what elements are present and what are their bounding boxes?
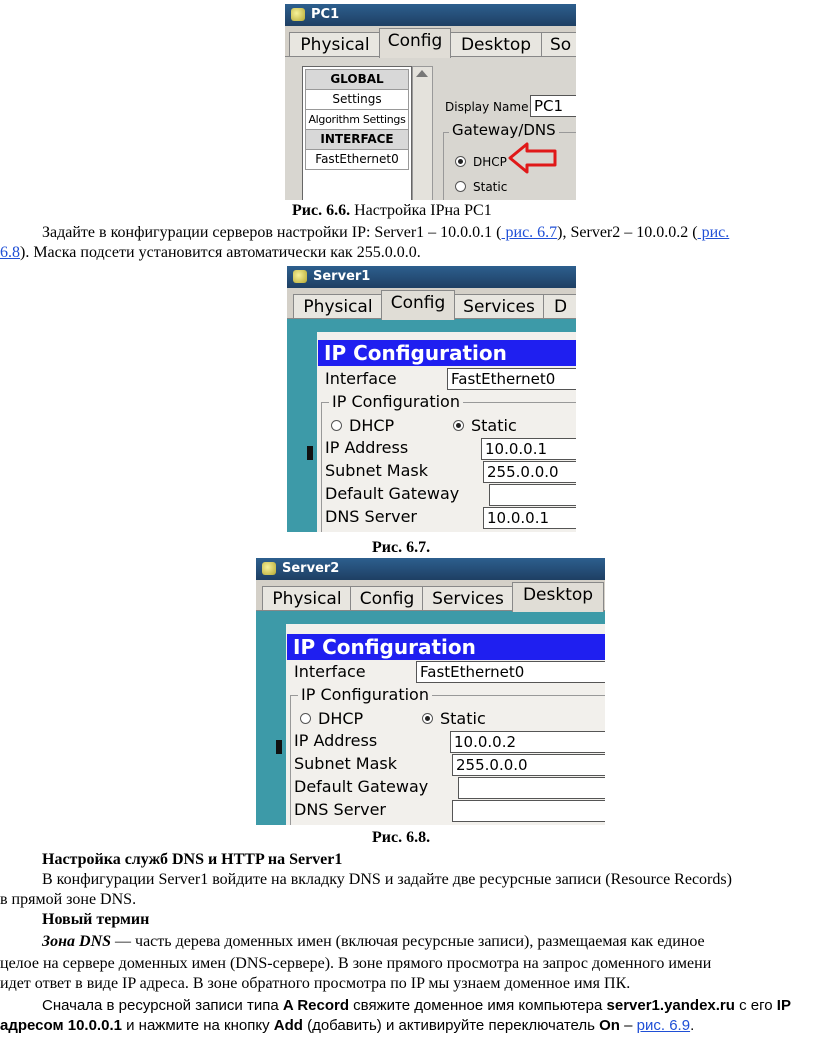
dhcp-label: DHCP [318, 709, 364, 728]
ip-config-legend: IP Configuration [298, 685, 432, 704]
para1-text-b: ), Server2 – 10.0.0.2 ( [557, 224, 698, 241]
packet-tracer-icon [291, 8, 305, 21]
ip-address-label: IP Address [294, 731, 378, 750]
dns-server-label: DNS Server [294, 800, 386, 819]
term-dns-zone: Зона DNS [42, 933, 112, 950]
instruction-line1 [42, 996, 791, 1016]
tab-physical[interactable]: Physical [262, 586, 352, 611]
display-name-label: Display Name [445, 100, 529, 114]
para1-text-c: ). Маска подсети установится автоматически как 255.0.0.0. [20, 244, 421, 261]
list-item-algorithm-settings[interactable]: Algorithm Settings [305, 109, 409, 130]
subnet-mask-input[interactable]: 255.0.0.0 [483, 461, 576, 483]
dhcp-label: DHCP [349, 416, 395, 435]
left-scroll-handle[interactable] [307, 446, 313, 460]
tab-desktop[interactable]: Desktop [449, 32, 543, 57]
tab-config[interactable]: Config [379, 28, 451, 58]
packet-tracer-icon [262, 562, 276, 575]
instr-ip: IP [776, 997, 791, 1014]
dns-server-input[interactable]: 10.0.0.1 [483, 507, 576, 529]
server1-title-bar [287, 266, 576, 288]
settings-list [302, 66, 412, 200]
dhcp-radio[interactable] [331, 420, 342, 431]
fig66-caption [292, 201, 492, 221]
packet-tracer-icon [293, 270, 307, 283]
static-radio[interactable] [422, 713, 433, 724]
dhcp-radio[interactable] [455, 156, 466, 167]
instr-text-3: с его [734, 997, 777, 1014]
static-label: Static [440, 709, 486, 728]
default-gateway-input[interactable] [458, 777, 605, 799]
server2-title-bar [256, 558, 605, 580]
section-heading: Настройка служб DNS и HTTP на Server1 [42, 851, 343, 868]
display-name-input[interactable]: PC1 [530, 95, 576, 117]
fig67-caption: Рис. 6.7. [372, 539, 431, 556]
pc1-window-title: PC1 [311, 7, 340, 22]
tab-config[interactable]: Config [381, 290, 455, 320]
interface-label: Interface [325, 369, 397, 388]
static-label: Static [471, 416, 517, 435]
fig66-caption-number: Рис. 6.6. [292, 202, 351, 219]
definition-line3: идет ответ в виде IP адреса. В зоне обратного просмотра по IP мы узнаем доменное имя ПК. [0, 975, 631, 992]
red-arrow-icon [507, 141, 559, 175]
definition-line2: целое на сервере доменных имен (DNS-сервере). В зоне прямого просмотра на запрос доменного имени [0, 955, 712, 972]
dns-server-label: DNS Server [325, 507, 417, 526]
ip-config-header: IP Configuration [318, 340, 576, 366]
pc1-window-screenshot [285, 4, 576, 200]
dhcp-label: DHCP [473, 155, 507, 169]
paragraph-server-ip-line1 [42, 223, 729, 243]
default-gateway-label: Default Gateway [294, 777, 429, 796]
gateway-dns-legend: Gateway/DNS [449, 121, 559, 139]
section-paragraph-line1: В конфигурации Server1 войдите на вкладку DNS и задайте две ресурсные записи (Resource Records) [42, 871, 732, 888]
ip-config-legend: IP Configuration [329, 392, 463, 411]
ip-address-input[interactable]: 10.0.0.1 [481, 438, 576, 460]
instr-text-1: Сначала в ресурсной записи типа [42, 997, 283, 1014]
link-fig-6-9[interactable]: рис. 6.9 [636, 1017, 691, 1034]
config-body [285, 57, 576, 200]
ip-address-input[interactable]: 10.0.0.2 [450, 731, 605, 753]
link-fig-6-8-part1[interactable]: рис. [697, 224, 730, 241]
ip-config-header: IP Configuration [287, 634, 605, 660]
instr-dash: – [619, 1017, 637, 1034]
tab-config[interactable]: Config [350, 586, 424, 611]
definition-text-1: — часть дерева доменных имен (включая ресурсные записи), размещаемая как единое [111, 933, 705, 950]
default-gateway-label: Default Gateway [325, 484, 460, 503]
dhcp-radio[interactable] [300, 713, 311, 724]
tab-software[interactable]: So [541, 32, 576, 57]
list-scrollbar[interactable] [412, 66, 433, 200]
scroll-up-icon[interactable] [416, 70, 428, 77]
link-fig-6-7[interactable]: рис. 6.7 [501, 224, 558, 241]
subnet-mask-label: Subnet Mask [325, 461, 429, 480]
tab-desktop[interactable]: Desktop [512, 582, 604, 612]
static-label: Static [473, 180, 508, 194]
subnet-mask-input[interactable]: 255.0.0.0 [452, 754, 605, 776]
instr-period: . [690, 1017, 695, 1034]
section-paragraph-line2: в прямой зоне DNS. [0, 891, 137, 908]
paragraph-server-ip-line2 [0, 243, 421, 263]
instr-text-2: свяжите доменное имя компьютера [349, 997, 607, 1014]
interface-label: Interface [294, 662, 366, 681]
static-radio[interactable] [455, 181, 466, 192]
static-radio[interactable] [453, 420, 464, 431]
fig68-caption: Рис. 6.8. [372, 829, 431, 846]
instr-text-4: и нажмите на кнопку [121, 1017, 274, 1034]
list-item-fastethernet0[interactable]: FastEthernet0 [305, 149, 409, 170]
server1-window-title: Server1 [313, 269, 371, 284]
instr-text-5: (добавить) и активируйте переключатель [302, 1017, 600, 1034]
tab-services[interactable]: Services [422, 586, 514, 611]
instr-domain: server1.yandex.ru [606, 997, 735, 1014]
instr-add: Add [273, 1017, 303, 1034]
definition-line1 [42, 932, 705, 952]
left-scroll-handle[interactable] [276, 740, 282, 754]
interface-select[interactable]: FastEthernet0 [416, 661, 605, 683]
tab-services[interactable]: Services [453, 294, 545, 319]
server1-window-screenshot [287, 266, 576, 532]
tab-desktop[interactable]: D [543, 294, 576, 319]
list-item-global[interactable]: GLOBAL [305, 69, 409, 90]
para1-text-a: Задайте в конфигурации серверов настройки IP: Server1 – 10.0.0.1 ( [42, 224, 502, 241]
server2-window-screenshot [256, 558, 605, 825]
interface-select[interactable]: FastEthernet0 [447, 368, 576, 390]
list-item-settings[interactable]: Settings [305, 89, 409, 110]
default-gateway-input[interactable] [489, 484, 576, 506]
ip-address-label: IP Address [325, 438, 409, 457]
link-fig-6-8-part2[interactable]: 6.8 [0, 244, 20, 261]
instr-address: адресом 10.0.0.1 [0, 1017, 122, 1034]
instr-a-record: A Record [282, 997, 349, 1014]
pc1-title-bar [285, 4, 576, 26]
tab-physical[interactable]: Physical [289, 32, 381, 57]
instr-on: On [599, 1017, 620, 1034]
new-term-heading: Новый термин [42, 911, 150, 928]
fig66-caption-text: Настройка IPна PC1 [350, 202, 492, 219]
subnet-mask-label: Subnet Mask [294, 754, 398, 773]
list-item-interface[interactable]: INTERFACE [305, 129, 409, 150]
instruction-line2 [0, 1016, 694, 1036]
tab-physical[interactable]: Physical [293, 294, 383, 319]
server2-window-title: Server2 [282, 561, 340, 576]
dns-server-input[interactable] [452, 800, 605, 822]
